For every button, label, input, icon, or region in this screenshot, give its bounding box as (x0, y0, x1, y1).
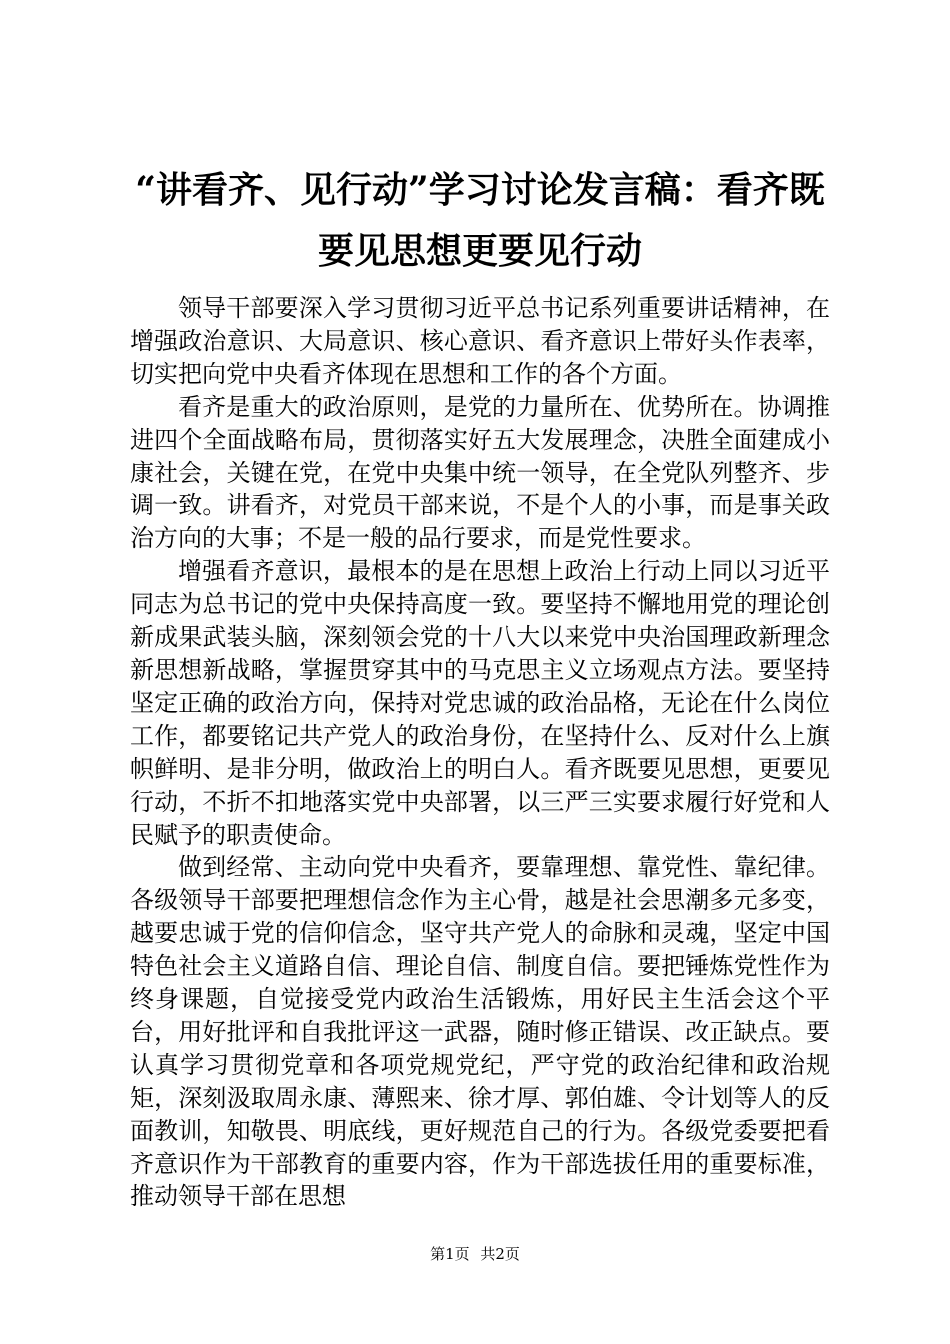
paragraph: 看齐是重大的政治原则，是党的力量所在、优势所在。协调推进四个全面战略布局，贯彻落实好五大发展理念，决胜全面建成小康社会，关键在党，在党中央集中统一领导，在全党队列整齐、步调一致。讲看齐，对党员干部来说，不是个人的小事，而是事关政治方向的大事；不是一般的品行要求，而是党性要求。 (130, 392, 830, 553)
document-body (130, 292, 830, 1213)
paragraph: 领导干部要深入学习贯彻习近平总书记系列重要讲话精神，在增强政治意识、大局意识、核心意识、看齐意识上带好头作表率，切实把向党中央看齐体现在思想和工作的各个方面。 (130, 294, 830, 388)
document-title (100, 160, 860, 282)
paragraph: 做到经常、主动向党中央看齐，要靠理想、靠党性、靠纪律。各级领导干部要把理想信念作为主心骨，越是社会思潮多元多变，越要忠诚于党的信仰信念，坚守共产党人的命脉和灵魂，坚定中国特色社会主义道路自信、理论自信、制度自信。要把锤炼党性作为终身课题，自觉接受党内政治生活锻炼，用好民主生活会这个平台，用好批评和自我批评这一武器，随时修正错误、改正缺点。要认真学习贯彻党章和各项党规党纪，严守党的政治纪律和政治规矩，深刻汲取周永康、薄熙来、徐才厚、郭伯雄、令计划等人的反面教训，知敬畏、明底线，更好规范自己的行为。各级党委要把看齐意识作为干部教育的重要内容，作为干部选拔任用的重要标准，推动领导干部在思想 (130, 853, 830, 1211)
page-footer (0, 1244, 950, 1264)
page-total: 共2页 (480, 1245, 520, 1263)
page-number: 第1页 (430, 1245, 470, 1263)
title-line-2: 要见思想更要见行动 (317, 230, 642, 272)
title-line-1: “讲看齐、见行动”学习讨论发言稿：看齐既 (135, 169, 825, 211)
paragraph: 增强看齐意识，最根本的是在思想上政治上行动上同以习近平同志为总书记的党中央保持高度一致。要坚持不懈地用党的理论创新成果武装头脑，深刻领会党的十八大以来党中央治国理政新理念新思想新战略，掌握贯穿其中的马克思主义立场观点方法。要坚持坚定正确的政治方向，保持对党忠诚的政治品格，无论在什么岗位工作，都要铭记共产党人的政治身份，在坚持什么、反对什么上旗帜鲜明、是非分明，做政治上的明白人。看齐既要见思想，更要见行动，不折不扣地落实党中央部署，以三严三实要求履行好党和人民赋予的职责使命。 (130, 557, 830, 849)
